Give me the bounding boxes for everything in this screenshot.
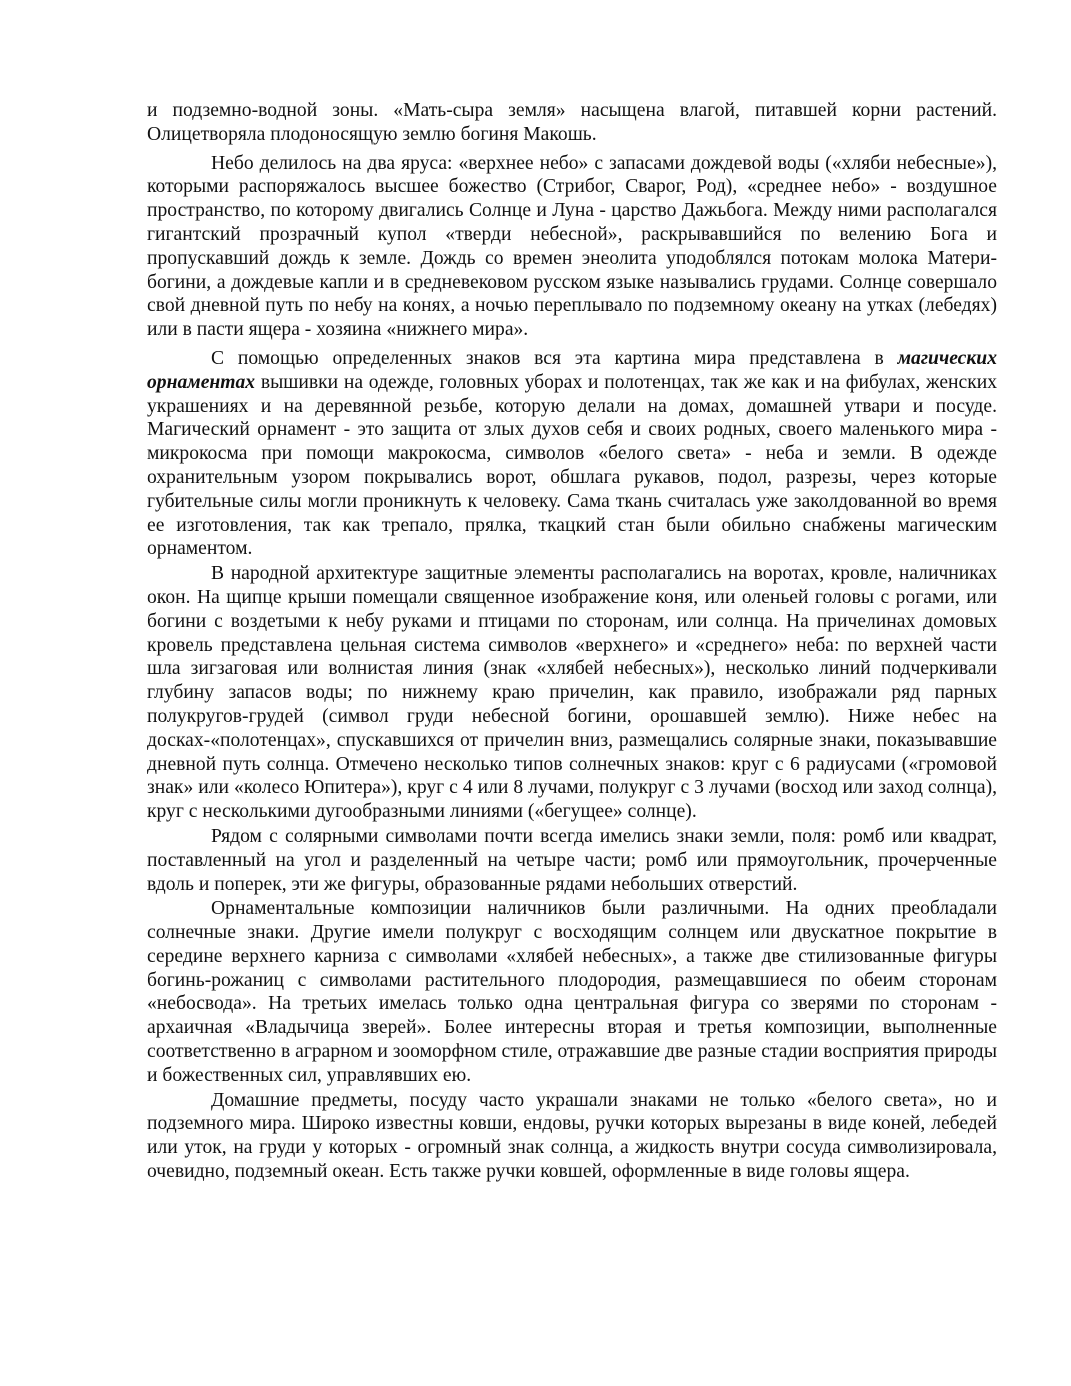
document-page [147,99,997,1185]
paragraph-6-text: Орнаментальные композиции наличников были различными. На одних преобладали солнечные знаки. Другие имели полукруг с восходящим солнцем или двускатное покрытие в середине верхнего карниза с символами «хлябей небесных», а также две стилизованные фигуры богинь-рожаниц с символами растительного плодородия, размещавшиеся по обеим сторонам «небосвода». На третьих имелась только одна центральная фигура со зверями по сторонам - архаичная «Владычица зверей». Более интересны вторая и третья композиции, выполненные соответственно в аграрном и зооморфном стиле, отражавшие две разные стадии восприятия природы и божественных сил, управлявших ею. [147,898,997,1086]
paragraph-7-text: Домашние предметы, посуду часто украшали знаками не только «белого света», но и подземного мира. Широко известны ковши, ендовы, ручки которых вырезаны в виде коней, лебедей или уток, на груди у которых - огромный знак солнца, а жидкость внутри сосуда символизировала, очевидно, подземный океан. Есть также ручки ковшей, оформленные в виде головы ящера. [147,1089,997,1183]
paragraph-2-text: Небо делилось на два яруса: «верхнее небо» с запасами дождевой воды («хляби небесные»), которыми распоряжалось высшее божество (Стрибог, Сварог, Род), «среднее небо» - воздушное пространство, по которому двигались Солнце и Луна - царство Дажьбога. Между ними располагался гигантский прозрачный купол «тверди небесной», раскрывавшийся по велению Бога и пропускавший дождь к земле. Дождь со времен энеолита уподоблялся потокам молока Матери-богини, а дождевые капли и в средневековом русском языке назывались грудами. Солнце совершало свой дневной путь по небу на конях, а ночью переплывало по подземному океану на утках (лебедях) или в пасти ящера - хозяина «нижнего мира». [147,152,997,341]
paragraph-3-text-start: С помощью определенных знаков вся эта картина мира представлена в [211,347,898,369]
paragraph-7 [147,1089,997,1184]
magical-ornaments-emphasis: магических орнаментах [147,347,997,393]
paragraph-5-text: Рядом с солярными символами почти всегда имелись знаки земли, поля: ромб или квадрат, поставленный на угол и разделенный на четыре части; ромб или прямоугольник, прочерченные вдоль и поперек, эти же фигуры, образованные рядами небольших отверстий. [147,825,997,895]
paragraph-5 [147,825,997,896]
paragraph-1-text: и подземно-водной зоны. «Мать-сыра земля» насыщена влагой, питавшей корни растений. Олицетворяла плодоносящую землю богиня Макошь. [147,100,997,145]
paragraph-6 [147,897,997,1087]
paragraph-4 [147,562,997,824]
paragraph-1 [147,99,997,147]
paragraph-3-text-end: вышивки на одежде, головных уборах и полотенцах, так же как и на фибулах, женских украшениях и на деревянной резьбе, которую делали на домах, домашней утвари и посуде. Магический орнамент - это защита от злых духов себя и своих родных, своего маленького мира - микрокосма при помощи макрокосма, символов «белого света» - неба и земли. В одежде охранительным узором покрывались ворот, обшлага рукавов, подол, разрезы, через которые губительные силы могли проникнуть к человеку. Сама ткань считалась уже заколдованной во время ее изготовления, так как трепало, прялка, ткацкий стан были обильно снабжены магическим орнаментом. [147,371,997,560]
paragraph-2 [147,152,997,342]
paragraph-4-text: В народной архитектуре защитные элементы располагались на воротах, кровле, наличниках окон. На щипце крыши помещали священное изображение коня, или оленьей головы с рогами, или богини с воздетыми к небу руками и птицами по сторонам, или солнца. На причелинах домовых кровель представлена цельная система символов «верхнего» и «среднего» неба: по верхней части шла зигзаговая или волнистая линия (знак «хлябей небесных»), несколько линий подчеркивали глубину запасов воды; по нижнему краю причелин, как правило, изображали ряд парных полукругов-грудей (символ груди небесной богини, орошавшей землю). Ниже небес на досках-«полотенцах», спускавшихся от причелин вниз, размещались солярные знаки, показывавшие дневной путь солнца. Отмечено несколько типов солнечных знаков: круг с 6 радиусами («громовой знак» или «колесо Юпитера»), круг с 4 или 8 лучами, полукруг с 3 лучами (восход или заход солнца), круг с несколькими дугообразными линиями («бегущее» солнце). [147,563,997,823]
paragraph-3 [147,347,997,561]
